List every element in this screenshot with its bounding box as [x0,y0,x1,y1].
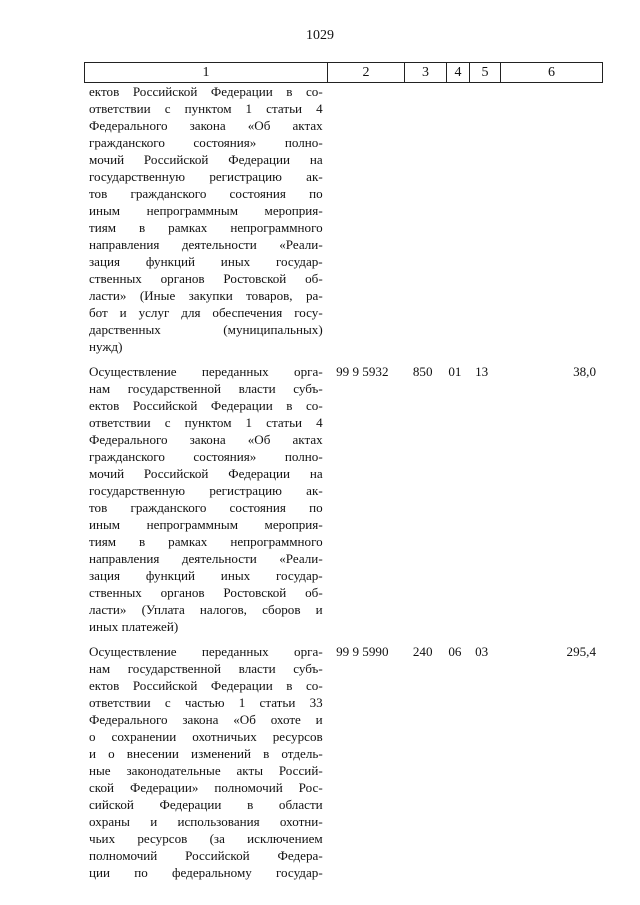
row-name-line: ектов Российской Федерации в со- [89,678,323,693]
row-pr-cell [466,83,497,355]
row-name-line: о сохранении охотничьих ресурсов [89,729,323,744]
row-name-cell [84,363,323,635]
row-name-line: тов гражданского состояния по [89,186,323,201]
row-name-line: сийской Федерации в области [89,797,323,812]
row-name-line: полномочий Российской Федера- [89,848,323,863]
row-name-line: чьих ресурсов (за исключением [89,831,323,846]
header-col-6: 6 [548,65,555,80]
row-name-line: тиям в рамках непрограммного [89,534,323,549]
row-name-line: мочий Российской Федерации на [89,152,323,167]
row-name-line: ответствии с пунктом 1 статьи 4 [89,101,323,116]
row-name-line: Осуществление переданных орга- [89,364,323,379]
row-name-line: Федерального закона «Об актах [89,118,323,133]
row-name-line: Федерального закона «Об охоте и [89,712,323,727]
page-number: 1029 [306,28,334,43]
row-name-line: бот и услуг для обеспечения госу- [89,305,323,320]
header-col-1: 1 [85,63,328,82]
header-col-4: 4 [447,63,470,82]
header-col-5: 5 [470,63,501,82]
header-col-3: 3 [405,63,447,82]
row-name-line: тов гражданского состояния по [89,500,323,515]
row-sum-cell [497,83,601,355]
row-rz-cell: 01 [448,364,462,379]
row-name-line: направления деятельности «Реали- [89,237,323,252]
row-name-line: тиям в рамках непрограммного [89,220,323,235]
row-name-line: иным непрограммным мероприя- [89,203,323,218]
row-name-line: ектов Российской Федерации в со- [89,84,323,99]
row-name-line: ласти» (Иные закупки товаров, ра- [89,288,323,303]
row-name-line: зация функций иных государ- [89,568,323,583]
table-row [84,363,601,635]
row-sum-cell: 295,4 [566,644,596,659]
row-name-line: Осуществление переданных орга- [89,644,323,659]
row-code-cell: 99 9 5932 [336,364,389,379]
row-name-line: гражданского состояния» полно- [89,449,323,464]
table-body [84,83,601,889]
header-col-2: 2 [328,63,405,82]
row-name-line: и о внесении изменений в отдель- [89,746,323,761]
row-name-line: государственную регистрацию ак- [89,169,323,184]
row-pr-cell: 03 [475,644,489,659]
row-name-cell [84,83,323,355]
row-vr-cell: 240 [412,644,433,659]
row-name-line: нужд) [89,339,123,354]
row-name-cell [84,643,323,881]
row-pr-cell: 13 [475,364,489,379]
row-code-cell: 99 9 5990 [336,644,389,659]
row-name-line: дарственных (муниципальных) [89,322,323,337]
row-sum-cell: 38,0 [573,364,596,379]
row-name-line: ектов Российской Федерации в со- [89,398,323,413]
row-name-line: ответствии с частью 1 статьи 33 [89,695,323,710]
row-name-line: нам государственной власти субъ- [89,381,323,396]
row-name-line: иных платежей) [89,619,179,634]
row-name-line: иным непрограммным мероприя- [89,517,323,532]
row-vr-cell: 850 [412,364,433,379]
row-name-line: мочий Российской Федерации на [89,466,323,481]
row-name-line: государственную регистрацию ак- [89,483,323,498]
row-name-line: гражданского состояния» полно- [89,135,323,150]
row-name-line: зация функций иных государ- [89,254,323,269]
row-name-line: направления деятельности «Реали- [89,551,323,566]
table-header [84,62,603,83]
row-rz-cell: 06 [448,644,462,659]
row-name-line: ской Федерации» полномочий Рос- [89,780,323,795]
row-name-line: Федерального закона «Об актах [89,432,323,447]
row-name-line: нам государственной власти субъ- [89,661,323,676]
row-name-line: ласти» (Уплата налогов, сборов и [89,602,323,617]
row-vr-cell [402,83,444,355]
row-name-line: ные законодательные акты Россий- [89,763,323,778]
row-name-line: ственных органов Ростовской об- [89,585,323,600]
row-name-line: ственных органов Ростовской об- [89,271,323,286]
table-row [84,643,601,881]
row-name-line: охраны и использования охотни- [89,814,323,829]
row-name-line: ции по федеральному государ- [89,865,323,880]
row-rz-cell [444,83,467,355]
table-row [84,83,601,355]
row-name-line: ответствии с пунктом 1 статьи 4 [89,415,323,430]
row-code-cell [323,83,402,355]
